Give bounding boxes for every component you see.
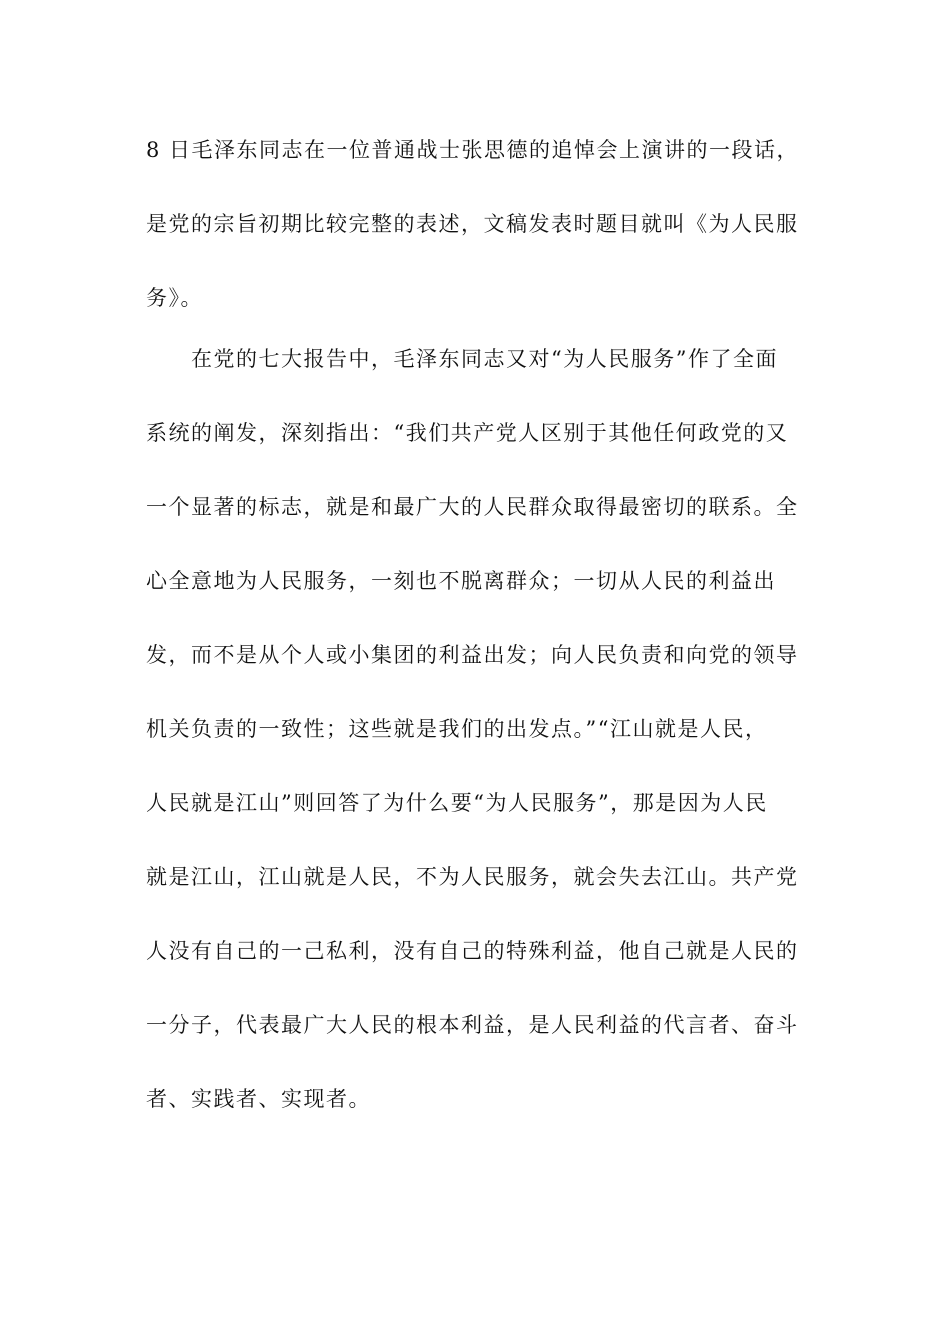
- text-line: 系统的阐发，深刻指出：“我们共产党人区别于其他任何政党的又: [146, 421, 789, 445]
- text-line: 机关负责的一致性；这些就是我们的出发点。”“江山就是人民，: [146, 717, 768, 741]
- text-line: 心全意地为人民服务，一刻也不脱离群众；一切从人民的利益出: [146, 569, 776, 593]
- text-line: 是党的宗旨初期比较完整的表述，文稿发表时题目就叫《为人民服: [146, 212, 799, 236]
- text-line: 人民就是江山”则回答了为什么要“为人民服务”，那是因为人民: [146, 791, 768, 815]
- text-line: 就是江山，江山就是人民，不为人民服务，就会失去江山。共产党: [146, 865, 799, 889]
- text-line: 一个显著的标志，就是和最广大的人民群众取得最密切的联系。全: [146, 495, 799, 519]
- text-line: 人没有自己的一己私利，没有自己的特殊利益，他自己就是人民的: [146, 939, 799, 963]
- text-line: 8 日毛泽东同志在一位普通战士张思德的追悼会上演讲的一段话，: [146, 138, 800, 162]
- text-line: 发，而不是从个人或小集团的利益出发；向人民负责和向党的领导: [146, 643, 799, 667]
- paragraph-first-line: 在党的七大报告中，毛泽东同志又对“为人民服务”作了全面: [191, 347, 778, 371]
- body-text: [146, 132, 800, 1118]
- text-line: 一分子，代表最广大人民的根本利益，是人民利益的代言者、奋斗: [146, 1013, 799, 1037]
- text-line: 务》。: [146, 286, 203, 310]
- text-line: 者、实践者、实现者。: [146, 1087, 371, 1111]
